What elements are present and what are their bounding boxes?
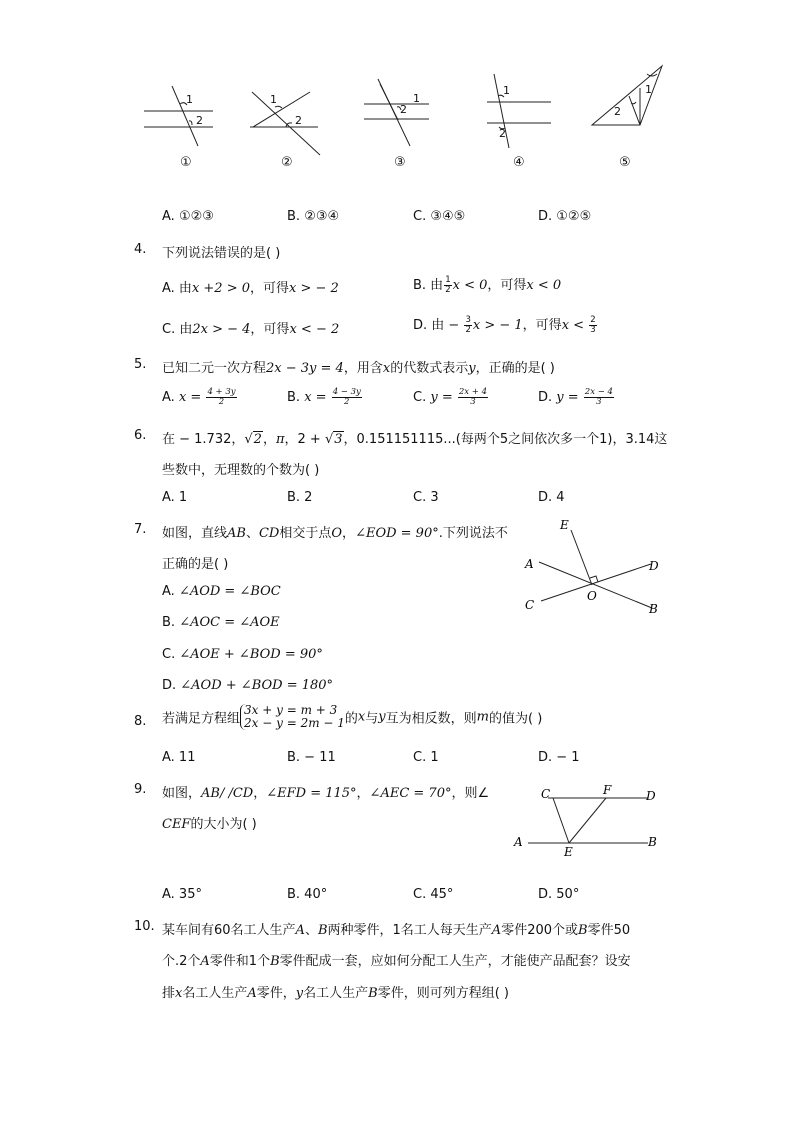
q7-option-b: B. ∠AOC = ∠AOE bbox=[162, 615, 280, 630]
q9-line-1: 如图，AB/ /CD，∠EFD = 115°，∠AEC = 70°，则∠ bbox=[162, 786, 490, 801]
q7-label-c: C bbox=[525, 598, 535, 612]
q4-option-d: D. 由 − $\frac{3}{2}$ x > − 1，可得x < $\frac{2}{3}$ bbox=[413, 315, 596, 335]
q9-line-2: CEF的大小为( ) bbox=[162, 817, 257, 832]
q8-equation-system: 3x + y = m + 3 2x − y = 2m − 1 bbox=[240, 704, 345, 730]
figure-label-2: ② bbox=[281, 155, 293, 170]
figure-3 bbox=[364, 79, 429, 146]
q4-stem: 下列说法错误的是( ) bbox=[162, 246, 281, 261]
q5-option-d: D. y = $\frac{2x - 4}{3}$ bbox=[538, 387, 613, 407]
q6-option-b: B. 2 bbox=[287, 490, 313, 505]
q3-figures bbox=[0, 0, 794, 200]
fig5-angle1: 1 bbox=[645, 83, 652, 96]
q5-number: 5. bbox=[134, 357, 147, 372]
q10-line-2: 个.2个A零件和1个B零件配成一套，应如何分配工人生产，才能使产品配套？设安 bbox=[162, 954, 631, 969]
q5-option-b: B. x = $\frac{4 - 3y}{2}$ bbox=[287, 387, 361, 407]
fig5-angle2: 2 bbox=[614, 105, 621, 118]
fig1-angle1: 1 bbox=[186, 93, 193, 106]
figure-2 bbox=[250, 92, 320, 155]
q7-line-1: 如图，直线AB、CD相交于点O，∠EOD = 90°.下列说法不 bbox=[162, 526, 508, 541]
q6-number: 6. bbox=[134, 428, 147, 443]
q7-label-b: B bbox=[649, 602, 658, 616]
q9-label-e: E bbox=[564, 845, 573, 859]
q9-label-f: F bbox=[603, 783, 612, 797]
q8-option-c: C. 1 bbox=[413, 750, 439, 765]
fig2-angle2: 2 bbox=[295, 114, 302, 127]
q6-line-2: 些数中，无理数的个数为( ) bbox=[162, 463, 320, 478]
q8-option-a: A. 11 bbox=[162, 750, 196, 765]
q9-figure bbox=[505, 780, 675, 865]
q4-option-c: C. 由2x > − 4，可得x < − 2 bbox=[162, 322, 340, 337]
fig2-angle1: 1 bbox=[270, 93, 277, 106]
q7-option-d: D. ∠AOD + ∠BOD = 180° bbox=[162, 678, 334, 693]
q9-label-b: B bbox=[648, 835, 657, 849]
q9-number: 9. bbox=[134, 782, 147, 797]
q5-option-c: C. y = $\frac{2x + 4}{3}$ bbox=[413, 387, 487, 407]
figure-5 bbox=[592, 66, 662, 125]
q6-option-a: A. 1 bbox=[162, 490, 188, 505]
q9-label-c: C bbox=[541, 787, 551, 801]
q7-label-d: D bbox=[649, 559, 659, 573]
q7-label-e: E bbox=[560, 518, 569, 532]
q6-line-1: 在 − 1.732，√2，π，2 + √3，0.151151115...(每两个5之间依次多一个1)，3.14这 bbox=[162, 432, 668, 447]
q8-option-b: B. − 11 bbox=[287, 750, 336, 765]
q3-option-d: D. ①②⑤ bbox=[538, 209, 592, 224]
q7-line-2: 正确的是( ) bbox=[162, 557, 229, 572]
q5-stem: 已知二元一次方程2x − 3y = 4，用含x的代数式表示y，正确的是( ) bbox=[162, 361, 555, 376]
q9-option-b: B. 40° bbox=[287, 887, 328, 902]
q6-option-d: D. 4 bbox=[538, 490, 565, 505]
q3-option-b: B. ②③④ bbox=[287, 209, 340, 224]
q10-number: 10. bbox=[134, 919, 155, 934]
figure-1 bbox=[144, 86, 213, 146]
q5-option-a: A. x = $\frac{4 + 3y}{2}$ bbox=[162, 387, 236, 407]
q9-option-c: C. 45° bbox=[413, 887, 454, 902]
fig3-angle2: 2 bbox=[400, 103, 407, 116]
q8-stem: 若满足方程组3x + y = m + 3 2x − y = 2m − 1的x与y互为相反数，则m的值为( ) bbox=[162, 703, 543, 730]
q9-label-d: D bbox=[646, 789, 656, 803]
q10-line-1: 某车间有60名工人生产A、B两种零件，1名工人每天生产A零件200个或B零件50 bbox=[162, 923, 631, 938]
figure-label-3: ③ bbox=[394, 155, 406, 170]
figure-label-1: ① bbox=[180, 155, 192, 170]
q7-option-c: C. ∠AOE + ∠BOD = 90° bbox=[162, 647, 323, 662]
q10-line-3: 排x名工人生产A零件，y名工人生产B零件，则可列方程组( ) bbox=[162, 986, 509, 1001]
q8-option-d: D. − 1 bbox=[538, 750, 580, 765]
q7-label-a: A bbox=[525, 557, 534, 571]
q9-option-a: A. 35° bbox=[162, 887, 202, 902]
q4-option-b: B. 由 $\frac{1}{2}$ x < 0，可得x < 0 bbox=[413, 275, 562, 295]
fig3-angle1: 1 bbox=[413, 92, 420, 105]
q3-option-c: C. ③④⑤ bbox=[413, 209, 466, 224]
figure-4 bbox=[487, 74, 551, 148]
fig4-angle1: 1 bbox=[503, 84, 510, 97]
figure-label-4: ④ bbox=[513, 155, 525, 170]
fig1-angle2: 2 bbox=[196, 114, 203, 127]
figure-label-5: ⑤ bbox=[619, 155, 631, 170]
q9-option-d: D. 50° bbox=[538, 887, 580, 902]
q7-figure bbox=[510, 510, 680, 620]
fig4-angle2: 2 bbox=[499, 127, 506, 140]
q6-option-c: C. 3 bbox=[413, 490, 439, 505]
q7-label-o: O bbox=[587, 589, 597, 603]
q4-number: 4. bbox=[134, 242, 147, 257]
q9-label-a: A bbox=[514, 835, 523, 849]
q7-option-a: A. ∠AOD = ∠BOC bbox=[162, 584, 281, 599]
q4-option-a: A. 由x +2 > 0，可得x > − 2 bbox=[162, 281, 339, 296]
q3-option-a: A. ①②③ bbox=[162, 209, 214, 224]
q7-number: 7. bbox=[134, 522, 147, 537]
q8-number: 8. bbox=[134, 714, 147, 729]
